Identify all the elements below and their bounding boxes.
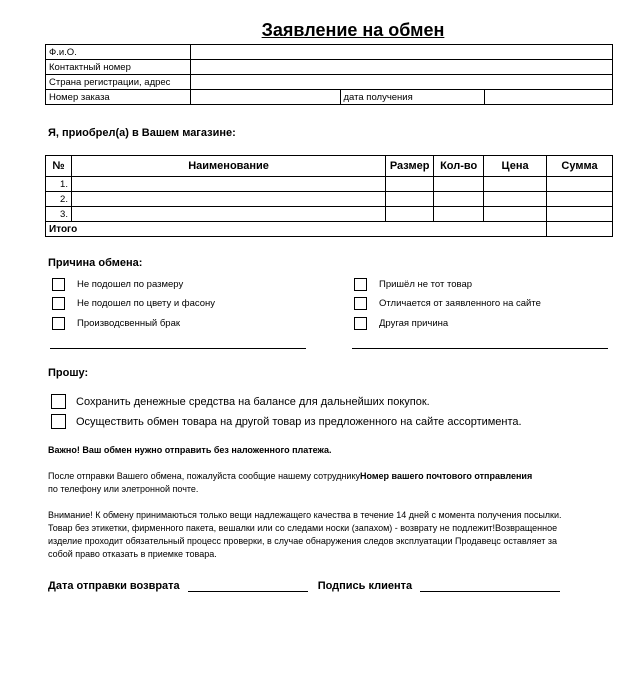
reason-line-right[interactable] [352, 348, 608, 349]
row-number: 3. [46, 207, 72, 222]
receive-date-field[interactable] [485, 90, 613, 105]
qty-cell[interactable] [434, 207, 484, 222]
name-cell[interactable] [71, 207, 385, 222]
checkbox[interactable] [354, 278, 367, 291]
order-number-field[interactable] [190, 90, 340, 105]
fio-field[interactable] [190, 45, 612, 60]
checkbox[interactable] [51, 414, 66, 429]
total-row [46, 222, 613, 237]
checkbox[interactable] [354, 297, 367, 310]
table-row [46, 207, 613, 222]
row-number: 2. [46, 192, 72, 207]
col-number: № [46, 156, 72, 177]
total-cell[interactable] [547, 222, 613, 237]
order-number-label: Номер заказа [46, 90, 191, 105]
customer-info-table [45, 44, 613, 105]
reason-other[interactable] [354, 317, 448, 330]
qty-cell[interactable] [434, 177, 484, 192]
reason-wrong-color[interactable] [52, 297, 215, 310]
col-price: Цена [484, 156, 547, 177]
reason-label: Другая причина [379, 318, 449, 329]
reason-label: Отличается от заявленного на сайте [379, 298, 541, 309]
name-cell[interactable] [71, 177, 385, 192]
row-number: 1. [46, 177, 72, 192]
country-field[interactable] [190, 75, 612, 90]
attention-line-1: Внимание! К обмену принимаються только вещи надлежащего качества в течение 14 дней с момента получения посылки. [48, 510, 562, 520]
checkbox[interactable] [354, 317, 367, 330]
after-send-note [48, 470, 532, 483]
request-keep-balance[interactable] [51, 394, 430, 409]
reason-differs[interactable] [354, 297, 541, 310]
total-label: Итого [46, 222, 547, 237]
items-table [45, 155, 613, 237]
reason-line-left[interactable] [50, 348, 306, 349]
contact-label: Контактный номер [46, 60, 191, 75]
checkbox[interactable] [52, 317, 65, 330]
col-name: Наименование [71, 156, 385, 177]
table-row [46, 177, 613, 192]
size-cell[interactable] [386, 192, 434, 207]
fio-label: Ф.и.О. [46, 45, 191, 60]
size-cell[interactable] [386, 207, 434, 222]
footer [48, 580, 568, 592]
after-send-text: После отправки Вашего обмена, пожалуйста сообщие нашему сотруднику [48, 471, 360, 481]
price-cell[interactable] [484, 192, 547, 207]
name-cell[interactable] [71, 192, 385, 207]
reason-defect[interactable] [52, 317, 180, 330]
tracking-number-text: Номер вашего почтового отправления [359, 471, 533, 481]
col-sum: Сумма [547, 156, 613, 177]
col-qty: Кол-во [434, 156, 484, 177]
checkbox[interactable] [52, 278, 65, 291]
checkbox[interactable] [52, 297, 65, 310]
reason-label: Не подошел по цвету и фасону [77, 298, 216, 309]
request-label: Сохранить денежные средства на балансе для дальнейших покупок. [76, 395, 430, 408]
attention-line-3: изделие проходит обязательный процесс проверки, в случае обнаружения следов эксплуатации Продавецс оставляет за [48, 536, 558, 546]
reason-label: Производсвенный брак [77, 318, 181, 329]
reason-label: Пришёл не тот товар [379, 279, 473, 290]
size-cell[interactable] [386, 177, 434, 192]
page-title [0, 20, 636, 41]
qty-cell[interactable] [434, 192, 484, 207]
return-date-line[interactable] [188, 580, 308, 592]
return-date-label: Дата отправки возврата [48, 580, 180, 592]
sum-cell[interactable] [547, 207, 613, 222]
purchase-heading: Я, приобрел(а) в Вашем магазине: [48, 127, 236, 139]
sum-cell[interactable] [547, 177, 613, 192]
sum-cell[interactable] [547, 192, 613, 207]
request-label: Осуществить обмен товара на другой товар из предложенного на сайте ассортимента. [76, 415, 522, 428]
attention-line-2: Товар без этикетки, фирменного пакета, вешалки или со следами носки (запахом) - возврату не подлежит!Возвращенное [48, 523, 558, 533]
receive-date-label: дата получения [340, 90, 485, 105]
important-note: Важно! Ваш обмен нужно отправить без наложенного платежа. [48, 445, 332, 455]
request-heading: Прошу: [48, 367, 89, 379]
reason-wrong-size[interactable] [52, 278, 183, 291]
checkbox[interactable] [51, 394, 66, 409]
reason-label: Не подошел по размеру [77, 279, 184, 290]
attention-line-4: собой право отказать в приемке товара. [48, 549, 217, 559]
reason-heading: Причина обмена: [48, 257, 143, 269]
col-size: Размер [386, 156, 434, 177]
price-cell[interactable] [484, 207, 547, 222]
price-cell[interactable] [484, 177, 547, 192]
signature-line[interactable] [420, 580, 560, 592]
table-row [46, 192, 613, 207]
reason-wrong-item[interactable] [354, 278, 472, 291]
signature-label: Подпись клиента [317, 580, 413, 592]
title-text: Заявление на обмен [261, 20, 445, 40]
request-exchange[interactable] [51, 414, 522, 429]
contact-field[interactable] [190, 60, 612, 75]
after-send-note-2: по телефону или элетронной почте. [48, 484, 199, 494]
country-label: Страна регистрации, адрес [46, 75, 191, 90]
